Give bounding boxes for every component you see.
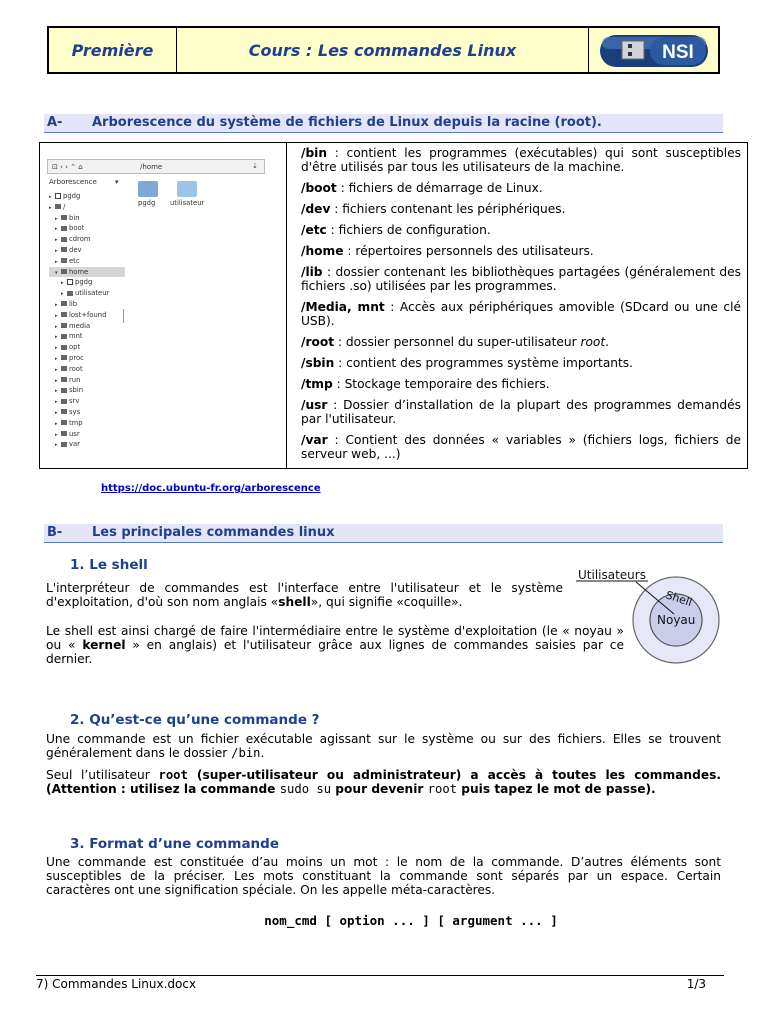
definition-term: /sbin <box>301 356 335 370</box>
chevron-right-icon: ▸ <box>55 399 58 406</box>
definition-separator: : <box>384 300 400 314</box>
tree-item[interactable] <box>49 353 125 364</box>
definition-separator: : <box>336 181 349 195</box>
section-a-letter: A- <box>47 115 63 130</box>
definition-separator: : <box>334 335 346 349</box>
section-b-heading <box>44 524 723 543</box>
command-heading: 2. Qu’est-ce qu’une commande ? <box>70 712 320 728</box>
folder-icon <box>61 247 67 252</box>
diagram-label-shell: Shell <box>664 588 694 610</box>
text-run: Seul l’utilisateur <box>46 768 159 782</box>
tree-item-label: var <box>69 440 80 449</box>
chevron-right-icon: ▸ <box>55 323 58 330</box>
definition-term: /Media, mnt <box>301 300 385 314</box>
definition-term: /bin <box>301 146 328 160</box>
tree-item[interactable] <box>49 407 125 418</box>
tree-item[interactable] <box>49 418 125 429</box>
tree-item[interactable] <box>49 321 125 332</box>
definition-separator: : <box>343 244 356 258</box>
text-run-bold: puis tapez le mot de passe). <box>457 782 656 796</box>
folder-icon <box>61 366 67 371</box>
folder-icon <box>61 334 67 339</box>
content-item-label: pgdg <box>138 199 156 207</box>
chevron-right-icon: ▸ <box>55 237 58 244</box>
definition-separator: : <box>322 265 336 279</box>
tree-item-label: cdrom <box>69 235 91 244</box>
definition-desc: Contient des données « variables » (fichiers logs, fichiers de serveur web, ...) <box>301 433 741 461</box>
folder-icon <box>61 237 67 242</box>
folder-icon <box>61 355 67 360</box>
table-divider <box>286 143 287 468</box>
tree-item[interactable] <box>49 202 125 213</box>
definition-term: /var <box>301 433 328 447</box>
chevron-right-icon: ▸ <box>55 366 58 373</box>
home-icon <box>55 193 61 199</box>
format-heading: 3. Format d’une commande <box>70 836 279 852</box>
doc-link[interactable]: https://doc.ubuntu-fr.org/arborescence <box>101 483 321 494</box>
tree-item-label: pgdg <box>75 278 93 287</box>
tree-item-label: mnt <box>69 332 83 341</box>
tree-scrollbar <box>123 309 124 323</box>
definition-desc-italic: root <box>580 335 606 349</box>
definition-item <box>301 265 741 293</box>
definition-separator: : <box>332 377 345 391</box>
nsi-logo-cell <box>589 28 718 72</box>
definition-item <box>301 398 741 426</box>
code-run: root <box>158 768 188 782</box>
definition-desc: fichiers contenant les périphériques. <box>342 202 566 216</box>
definition-term: /etc <box>301 223 327 237</box>
shell-paragraph-1 <box>46 581 563 609</box>
shell-paragraph-2 <box>46 624 624 666</box>
definition-term: /dev <box>301 202 331 216</box>
text-run: », qui signifie «coquille». <box>310 595 463 609</box>
definitions-list <box>301 146 741 468</box>
folder-icon <box>61 399 67 404</box>
tree-item[interactable] <box>49 310 125 321</box>
chevron-right-icon: ▸ <box>55 388 58 395</box>
course-title: Cours : Les commandes Linux <box>177 28 589 72</box>
tree-item-label: sbin <box>69 386 84 395</box>
diagram-label-kernel: Noyau <box>657 613 696 627</box>
logo-text: NSI <box>661 42 694 63</box>
tree-item-label: boot <box>69 224 85 233</box>
folder-icon <box>138 181 158 197</box>
format-paragraph: Une commande est constituée d’au moins un mot : le nom de la commande. D’autres éléments sont susceptibles de la préciser. Les mots constituant la commande sont séparés par un espace. Certain caractères ont une signification spéciale. On les appelle méta-caractères. <box>46 855 721 897</box>
tree-item[interactable] <box>49 245 125 256</box>
definition-desc: fichiers de démarrage de Linux. <box>348 181 543 195</box>
folder-icon <box>61 420 67 425</box>
definition-term: /usr <box>301 398 328 412</box>
definition-term: /root <box>301 335 335 349</box>
definition-separator: : <box>330 202 343 216</box>
tree-item-label: lost+found <box>69 310 107 319</box>
chevron-right-icon: ▸ <box>55 345 58 352</box>
tree-item-label: root <box>69 364 83 373</box>
folder-icon <box>61 226 67 231</box>
tree-item-label: bin <box>69 213 80 222</box>
text-run-bold: kernel <box>82 638 126 652</box>
tree-item-label: home <box>69 267 89 276</box>
folder-icon <box>61 215 67 220</box>
definition-desc: fichiers de configuration. <box>338 223 491 237</box>
diagram-label-users: Utilisateurs <box>578 568 646 582</box>
folder-icon <box>61 431 67 436</box>
chevron-right-icon: ▸ <box>55 312 58 319</box>
footer-page-number: 1/3 <box>686 977 706 991</box>
footer-filename: 7) Commandes Linux.docx <box>36 977 197 991</box>
tree-item-label: usr <box>69 429 80 438</box>
definition-desc: Dossier d’installation de la plupart des programmes demandés par l'utilisateur. <box>301 398 741 426</box>
tree-item-label: / <box>63 202 66 211</box>
chevron-right-icon: ▸ <box>55 377 58 384</box>
text-run: Une commande est un fichier exécutable agissant sur le système ou sur des fichiers. Elles se trouvent généralement dans le dossier <box>46 732 721 760</box>
tree-item[interactable] <box>49 256 125 267</box>
definition-desc: contient des programmes système importants. <box>346 356 634 370</box>
definition-item <box>301 181 741 195</box>
chevron-right-icon: ▸ <box>55 409 58 416</box>
tree-item[interactable] <box>49 213 125 224</box>
tree-item-label: etc <box>69 256 80 265</box>
chevron-right-icon: ▸ <box>55 431 58 438</box>
folder-icon <box>61 258 67 263</box>
text-run-bold: shell <box>278 595 311 609</box>
section-a-title: Arborescence du système de fichiers de Linux depuis la racine (root). <box>92 115 602 130</box>
tree-item-label: opt <box>69 343 81 352</box>
tree-item[interactable] <box>49 299 125 310</box>
tree-item[interactable] <box>49 342 125 353</box>
chevron-right-icon: ▸ <box>55 215 58 222</box>
definition-item <box>301 377 741 391</box>
folder-icon <box>61 345 67 350</box>
definition-term: /boot <box>301 181 337 195</box>
definition-item <box>301 244 741 258</box>
folder-icon <box>61 388 67 393</box>
definition-term: /lib <box>301 265 323 279</box>
definition-desc: contient les programmes (exécutables) qui sont susceptibles d'être utilisés par tous les utilisateurs de la machine. <box>301 146 741 174</box>
definition-desc: Stockage temporaire des fichiers. <box>344 377 550 391</box>
tree-item[interactable] <box>49 385 125 396</box>
tree-item-label: sys <box>69 407 81 416</box>
definition-separator: : <box>327 398 344 412</box>
file-manager-screenshot <box>47 159 267 451</box>
path-dropdown-icon: ⇣ <box>252 162 258 170</box>
chevron-right-icon: ▸ <box>55 258 58 265</box>
chevron-right-icon: ▸ <box>61 291 64 298</box>
tree-item-label: run <box>69 375 81 384</box>
command-paragraph-2 <box>46 768 721 796</box>
level-cell: Première <box>49 28 177 72</box>
command-syntax: nom_cmd [ option ... ] [ argument ... ] <box>264 913 558 928</box>
chevron-right-icon: ▸ <box>49 194 52 200</box>
tree-item[interactable] <box>49 223 125 234</box>
tree-item-label: tmp <box>69 418 83 427</box>
folder-icon <box>61 269 67 274</box>
shell-diagram <box>570 560 720 675</box>
definition-desc-end: . <box>605 335 610 349</box>
tree-item-label: utilisateur <box>75 289 110 298</box>
definition-separator: : <box>326 223 339 237</box>
tree-item[interactable] <box>49 267 125 278</box>
header-table <box>47 26 720 74</box>
section-b-letter: B- <box>47 525 63 540</box>
nsi-logo <box>598 29 710 71</box>
text-run: L'interpréteur de commandes est l'interface entre l'utilisateur et le système d'exploitation, d'où son nom anglais « <box>46 581 563 609</box>
tree-item[interactable] <box>49 439 125 450</box>
tree-item-label: media <box>69 321 91 330</box>
code-run: sudo su <box>279 782 332 796</box>
chevron-right-icon: ▸ <box>55 301 58 308</box>
definition-item <box>301 335 741 349</box>
section-a-heading <box>44 114 723 133</box>
tree-item[interactable] <box>49 234 125 245</box>
folder-icon <box>61 377 67 382</box>
file-manager-toolbar <box>47 159 265 174</box>
definition-separator: : <box>327 146 347 160</box>
path-field: /home <box>140 163 163 171</box>
chevron-right-icon: ▸ <box>55 247 58 254</box>
definition-item <box>301 202 741 216</box>
sidebar-header-label: Arborescence <box>49 178 97 186</box>
folder-icon <box>55 204 61 209</box>
chevron-right-icon: ▸ <box>55 442 58 449</box>
text-run-bold: pour devenir <box>331 782 428 796</box>
folder-icon <box>177 181 197 197</box>
tree-item[interactable] <box>49 191 125 202</box>
tree-item[interactable] <box>49 429 125 440</box>
folder-icon <box>61 442 67 447</box>
text-run: » en anglais) et l'utilisateur grâce aux lignes de commandes saisies par ce dernier. <box>46 638 624 666</box>
definition-item <box>301 146 741 174</box>
definition-separator: : <box>327 433 346 447</box>
section-b-title: Les principales commandes linux <box>92 525 335 540</box>
tree-item-label: pgdg <box>63 192 81 200</box>
directory-tree <box>49 191 125 450</box>
sidebar-header <box>49 178 123 188</box>
text-run: . <box>260 746 265 760</box>
tree-item[interactable] <box>49 396 125 407</box>
definition-item <box>301 433 741 461</box>
command-paragraph-1 <box>46 732 721 760</box>
chevron-right-icon: ▸ <box>49 204 52 211</box>
text-run: Le shell est ainsi chargé de faire l'intermédiaire entre le système d'exploitation (le « noyau » ou « <box>46 624 624 652</box>
chevron-right-icon: ▸ <box>55 226 58 233</box>
tree-item[interactable] <box>49 331 125 342</box>
text-run-bold: (super-utilisateur ou administrateur) a accès à toutes les commandes. (Attention : utilisez la commande <box>46 768 721 796</box>
shell-heading: 1. Le shell <box>70 557 148 573</box>
tree-item[interactable] <box>49 375 125 386</box>
tree-item-label: dev <box>69 245 82 254</box>
tree-item[interactable] <box>49 288 125 299</box>
definition-item <box>301 300 741 328</box>
definition-desc: répertoires personnels des utilisateurs. <box>355 244 594 258</box>
tree-item[interactable] <box>49 364 125 375</box>
content-item-label: utilisateur <box>170 199 205 207</box>
definition-separator: : <box>334 356 347 370</box>
folder-icon <box>61 323 67 328</box>
chevron-right-icon: ▸ <box>55 334 58 341</box>
tree-item-label: srv <box>69 397 80 406</box>
code-run: root <box>427 782 457 796</box>
code-run: /bin <box>231 746 261 760</box>
toolbar-nav-icons: ⊡ ‹ › ⌃ ⌂ <box>52 163 83 171</box>
chevron-right-icon: ▸ <box>55 420 58 427</box>
folder-icon <box>61 409 67 414</box>
definition-item <box>301 356 741 370</box>
definition-term: /tmp <box>301 377 333 391</box>
definition-term: /home <box>301 244 344 258</box>
chevron-down-icon: ▾ <box>115 178 119 186</box>
folder-icon <box>61 301 67 306</box>
chevron-right-icon: ▸ <box>61 280 64 287</box>
definition-desc: dossier personnel du super-utilisateur <box>345 335 581 349</box>
chevron-right-icon: ▸ <box>55 355 58 362</box>
folder-icon <box>61 312 67 317</box>
tree-item[interactable] <box>49 277 125 288</box>
tree-item-label: lib <box>69 299 78 308</box>
folder-icon <box>67 291 73 296</box>
definition-desc: dossier contenant les bibliothèques partagées (généralement des fichiers .so) utilisées par les programmes. <box>301 265 741 293</box>
chevron-down-icon: ▾ <box>55 269 58 276</box>
home-icon <box>67 279 73 285</box>
definition-item <box>301 223 741 237</box>
definition-desc: Accès aux périphériques amovible (SDcard ou une clé USB). <box>301 300 742 328</box>
page-footer <box>36 975 724 991</box>
tree-item-label: proc <box>69 353 84 362</box>
